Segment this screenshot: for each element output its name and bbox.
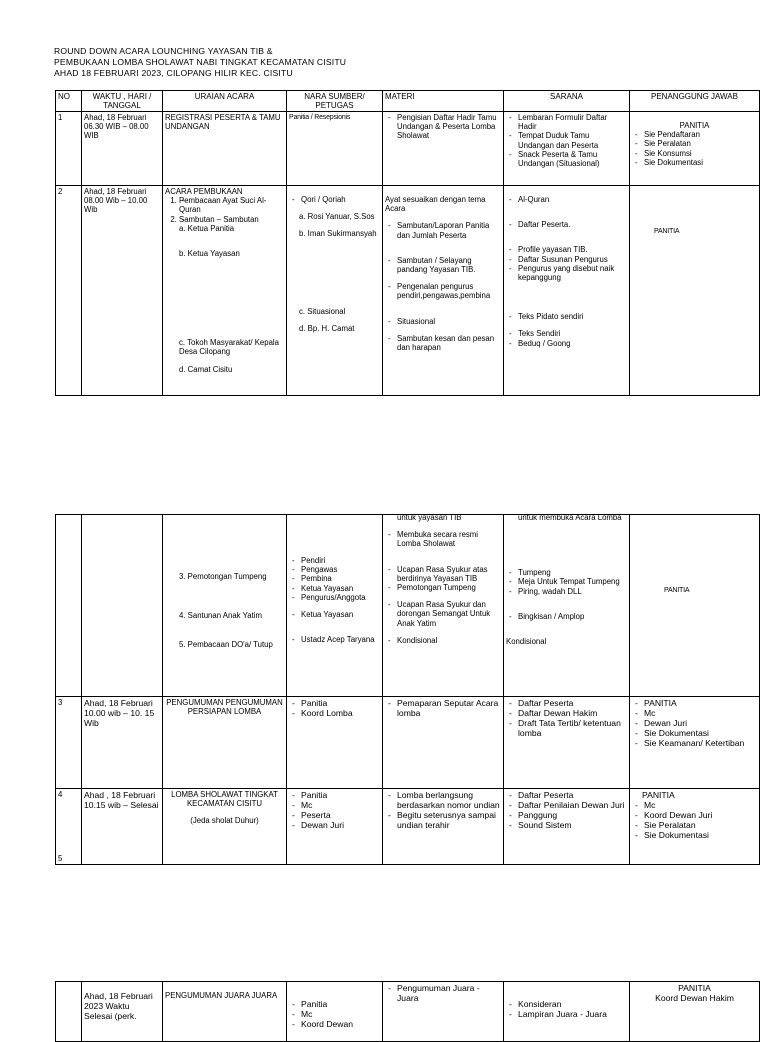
list-item: - Mc <box>289 1009 380 1019</box>
list-item: - Daftar Dewan Hakim <box>506 708 627 718</box>
table-header-row <box>56 91 760 112</box>
row5-waktu <box>82 982 163 1042</box>
row5-nara <box>287 982 383 1042</box>
list-item: - Mc <box>632 800 757 810</box>
list-item: - Bingkisan / Amplop <box>506 612 627 621</box>
table-row <box>56 112 760 186</box>
nara-b: b. Iman Sukirmansyah <box>299 229 377 239</box>
uraian-title: ACARA PEMBUKAAN <box>165 187 243 196</box>
list-item: - Daftar Penilaian Dewan Juri <box>506 800 627 810</box>
nara-c: c. Situasional <box>299 306 346 316</box>
list-item: - Tempat Duduk Tamu Undangan dan Peserta <box>506 131 627 149</box>
row4-sarana <box>504 789 630 865</box>
row3-pj <box>630 697 760 789</box>
col-header-pj: PENANGGUNG JAWAB <box>630 91 760 112</box>
list-item: - Ustadz Acep Taryana <box>289 635 380 644</box>
row2b-sarana <box>504 515 630 697</box>
list-item: - Pengisian Daftar Hadir Tamu Undangan & Peserta Lomba Sholawat <box>385 113 501 141</box>
header-line-3: AHAD 18 FEBRUARI 2023, CILOPANG HILIR KEC. CISITU <box>54 68 293 78</box>
row1-uraian: REGISTRASI PESERTA & TAMU UNDANGAN <box>163 112 287 186</box>
list-item: - Kondisional <box>385 636 501 645</box>
header-line-2: PEMBUKAAN LOMBA SHOLAWAT NABI TINGKAT KECAMATAN CISITU <box>54 57 347 67</box>
row1-pj <box>630 112 760 186</box>
list-item: - Teks Pidato sendiri <box>506 312 627 321</box>
list-item: - Pengawas <box>289 565 380 574</box>
rundown-table-page-1 <box>55 90 760 396</box>
row2-materi <box>383 186 504 396</box>
row3-materi <box>383 697 504 789</box>
list-item: - Konsideran <box>506 999 627 1009</box>
list-item: - Pemaparan Seputar Acara lomba <box>385 698 501 718</box>
list-item: - PANITIA <box>632 698 757 708</box>
list-item: - Panitia <box>289 698 380 708</box>
pj-label: PANITIA <box>664 587 690 594</box>
row5-waktu-text: Ahad, 18 Februari 2023 Waktu Selesai (perk. <box>84 991 153 1021</box>
list-item: - Sound Sistem <box>506 820 627 830</box>
list-item: - Situasional <box>385 317 501 326</box>
list-item: - 1. Pembacaan Ayat Suci Al-Quran <box>179 196 284 214</box>
col-header-no: NO <box>56 91 82 112</box>
list-item: - 2. Sambutan – Sambutan <box>179 215 284 224</box>
row5-pj <box>630 982 760 1042</box>
list-item: - Pengumuman Juara - Juara <box>385 983 501 1003</box>
row2b-materi <box>383 515 504 697</box>
pj-title: PANITIA <box>679 121 710 130</box>
list-item: - Sambutan kesan dan pesan dan harapan <box>385 334 501 352</box>
pj-title: PANITIA <box>642 790 675 800</box>
table-row <box>56 515 760 697</box>
row5-uraian <box>163 982 287 1042</box>
list-item: - Panitia <box>289 790 380 800</box>
row3-uraian: PENGUMUMAN PENGUMUMAN PERSIAPAN LOMBA <box>163 697 287 789</box>
uraian-5: 5. Pembacaan DO'a/ Tutup <box>179 640 273 650</box>
list-item: - Sie Pendaftaran <box>632 130 757 139</box>
row4-no <box>56 789 82 865</box>
list-item: - Sambutan / Selayang pandang Yayasan TIB. <box>385 256 501 274</box>
list-item: - Teks Sendiri <box>506 329 627 338</box>
row3-waktu: Ahad, 18 Februari 10.00 wib – 10. 15 Wib <box>82 697 163 789</box>
row3-sarana <box>504 697 630 789</box>
list-item: - Sie Dokumentasi <box>632 830 757 840</box>
list-item: - Koord Dewan <box>289 1019 380 1029</box>
list-item: - Lampiran Juara - Juara <box>506 1009 627 1019</box>
rundown-table-page-2 <box>55 514 760 865</box>
row2b-nara <box>287 515 383 697</box>
list-item: - Sie Peralatan <box>632 820 757 830</box>
uraian-d: d. Camat Cisitu <box>179 364 233 374</box>
list-item: - Sie Dokumentasi <box>632 158 757 167</box>
list-item: - Panitia <box>289 999 380 1009</box>
row5-materi <box>383 982 504 1042</box>
uraian-4: 4. Santunan Anak Yatim <box>179 611 262 621</box>
row2-nara <box>287 186 383 396</box>
list-item: - Ucapan Rasa Syukur atas berdirinya Yayasan TIB <box>385 565 501 583</box>
list-item: - Pengurus/Anggota <box>289 593 380 602</box>
row2-pj <box>630 186 760 396</box>
list-item: - Peserta <box>289 810 380 820</box>
list-item: - Piring, wadah DLL <box>506 587 627 596</box>
uraian-title: LOMBA SHOLAWAT TINGKAT KECAMATAN CISITU <box>171 790 278 809</box>
list-item: - Beduq / Goong <box>506 339 627 348</box>
list-item: - Sie Konsumsi <box>632 149 757 158</box>
list-item: - Ucapan Rasa Syukur dan dorongan Semangat Untuk Anak Yatim <box>385 600 501 628</box>
nara-a: a. Rosi Yanuar, S.Sos <box>299 212 375 222</box>
col-header-sarana: SARANA <box>504 91 630 112</box>
row5-uraian-text: PENGUMUMAN JUARA JUARA <box>165 991 278 1000</box>
list-item: - Pendiri <box>289 556 380 565</box>
row2-sarana <box>504 186 630 396</box>
nara-d: d. Bp. H. Camat <box>299 323 355 333</box>
row4-waktu: Ahad , 18 Februari 10.15 wib – Selesai <box>82 789 163 865</box>
list-item: - Ketua Yayasan <box>289 584 380 593</box>
list-item: - Daftar Peserta <box>506 698 627 708</box>
list-item: - Lembaran Formulir Daftar Hadir <box>506 113 627 131</box>
header-line-1: ROUND DOWN ACARA LOUNCHING YAYASAN TIB & <box>54 46 273 56</box>
table-row <box>56 186 760 396</box>
list-item: - Qori / Qoriah <box>289 195 380 204</box>
row4-uraian <box>163 789 287 865</box>
list-item: - Daftar Peserta <box>506 790 627 800</box>
sarana-top: untuk membuka Acara Lomba <box>518 514 622 522</box>
list-item: - Meja Untuk Tempat Tumpeng <box>506 577 627 586</box>
row4-nara <box>287 789 383 865</box>
materi-intro: Ayat sesuaikan dengan tema Acara <box>385 195 486 214</box>
list-item: - Tumpeng <box>506 568 627 577</box>
col-header-uraian: URAIAN ACARA <box>163 91 287 112</box>
list-item: - Mc <box>632 708 757 718</box>
row1-no: 1 <box>56 112 82 186</box>
col-header-materi: MATERI <box>383 91 504 112</box>
list-item: - Panggung <box>506 810 627 820</box>
row3-nara <box>287 697 383 789</box>
row1-materi <box>383 112 504 186</box>
row5-no-label: 5 <box>58 853 63 863</box>
list-item: - Sie Dokumentasi <box>632 728 757 738</box>
list-item: PANITIA <box>678 983 711 993</box>
list-item: Koord Dewan Hakim <box>655 993 734 1003</box>
list-item: - Lomba berlangsung berdasarkan nomor undian <box>385 790 501 810</box>
row3-no: 3 <box>56 697 82 789</box>
list-item: - Dewan Juri <box>632 718 757 728</box>
row2b-pj <box>630 515 760 697</box>
row4-pj <box>630 789 760 865</box>
list-item: - Membuka secara resmi Lomba Sholawat <box>385 530 501 548</box>
list-item: - Sie Peralatan <box>632 139 757 148</box>
uraian-note: (Jeda sholat Duhur) <box>190 816 259 826</box>
list-item: - Dewan Juri <box>289 820 380 830</box>
row4-no-label: 4 <box>58 790 63 799</box>
list-item: - Al-Quran <box>506 195 627 204</box>
row5-sarana <box>504 982 630 1042</box>
list-item: - Sambutan/Laporan Panitia dan Jumlah Peserta <box>385 221 501 239</box>
list-item: - Begitu seterusnya sampai undian terahir <box>385 810 501 830</box>
row2b-uraian <box>163 515 287 697</box>
list-item: - Ketua Yayasan <box>289 610 380 619</box>
table-row <box>56 697 760 789</box>
uraian-a: a. Ketua Panitia <box>179 223 235 233</box>
col-header-waktu: WAKTU , HARI / TANGGAL <box>82 91 163 112</box>
uraian-c: c. Tokoh Masyarakat/ Kepala Desa Cilopang <box>179 338 279 357</box>
row4-materi <box>383 789 504 865</box>
list-item: - Pengenalan pengurus pendiri,pengawas,pembina <box>385 282 501 300</box>
row2-uraian <box>163 186 287 396</box>
table-row <box>56 789 760 865</box>
sarana-4: Kondisional <box>506 637 547 647</box>
list-item: - Koord Dewan Juri <box>632 810 757 820</box>
list-item: - Pengurus yang disebut naik kepanggung <box>506 264 627 282</box>
pj-label: PANITIA <box>654 228 680 235</box>
uraian-3: 3. Pemotongan Tumpeng <box>179 572 267 581</box>
materi-top: untuk yayasan TIB <box>397 514 462 522</box>
list-item: - Profile yayasan TIB. <box>506 245 627 254</box>
row1-nara: Panitia / Resepsionis <box>287 112 383 186</box>
list-item: - Pemotongan Tumpeng <box>385 583 501 592</box>
list-item: - Mc <box>289 800 380 810</box>
list-item: - Sie Keamanan/ Ketertiban <box>632 738 757 748</box>
list-item: - Snack Peserta & Tamu Undangan (Situasional) <box>506 150 627 168</box>
list-item: - Draft Tata Tertib/ ketentuan lomba <box>506 718 627 738</box>
table-row <box>56 982 760 1042</box>
uraian-b: b. Ketua Yayasan <box>179 249 240 259</box>
list-item: - Pembina <box>289 574 380 583</box>
list-item: - Daftar Susunan Pengurus <box>506 255 627 264</box>
document-header <box>54 46 346 79</box>
rundown-table-page-3 <box>55 981 760 1042</box>
col-header-nara: NARA SUMBER/ PETUGAS <box>287 91 383 112</box>
list-item: - Daftar Peserta. <box>506 220 627 229</box>
row2-no: 2 <box>56 186 82 396</box>
row1-sarana <box>504 112 630 186</box>
row2-waktu: Ahad, 18 Februari 08.00 Wib – 10.00 Wib <box>82 186 163 396</box>
list-item: - Koord Lomba <box>289 708 380 718</box>
row1-waktu: Ahad, 18 Februari 06.30 WIB – 08.00 WIB <box>82 112 163 186</box>
